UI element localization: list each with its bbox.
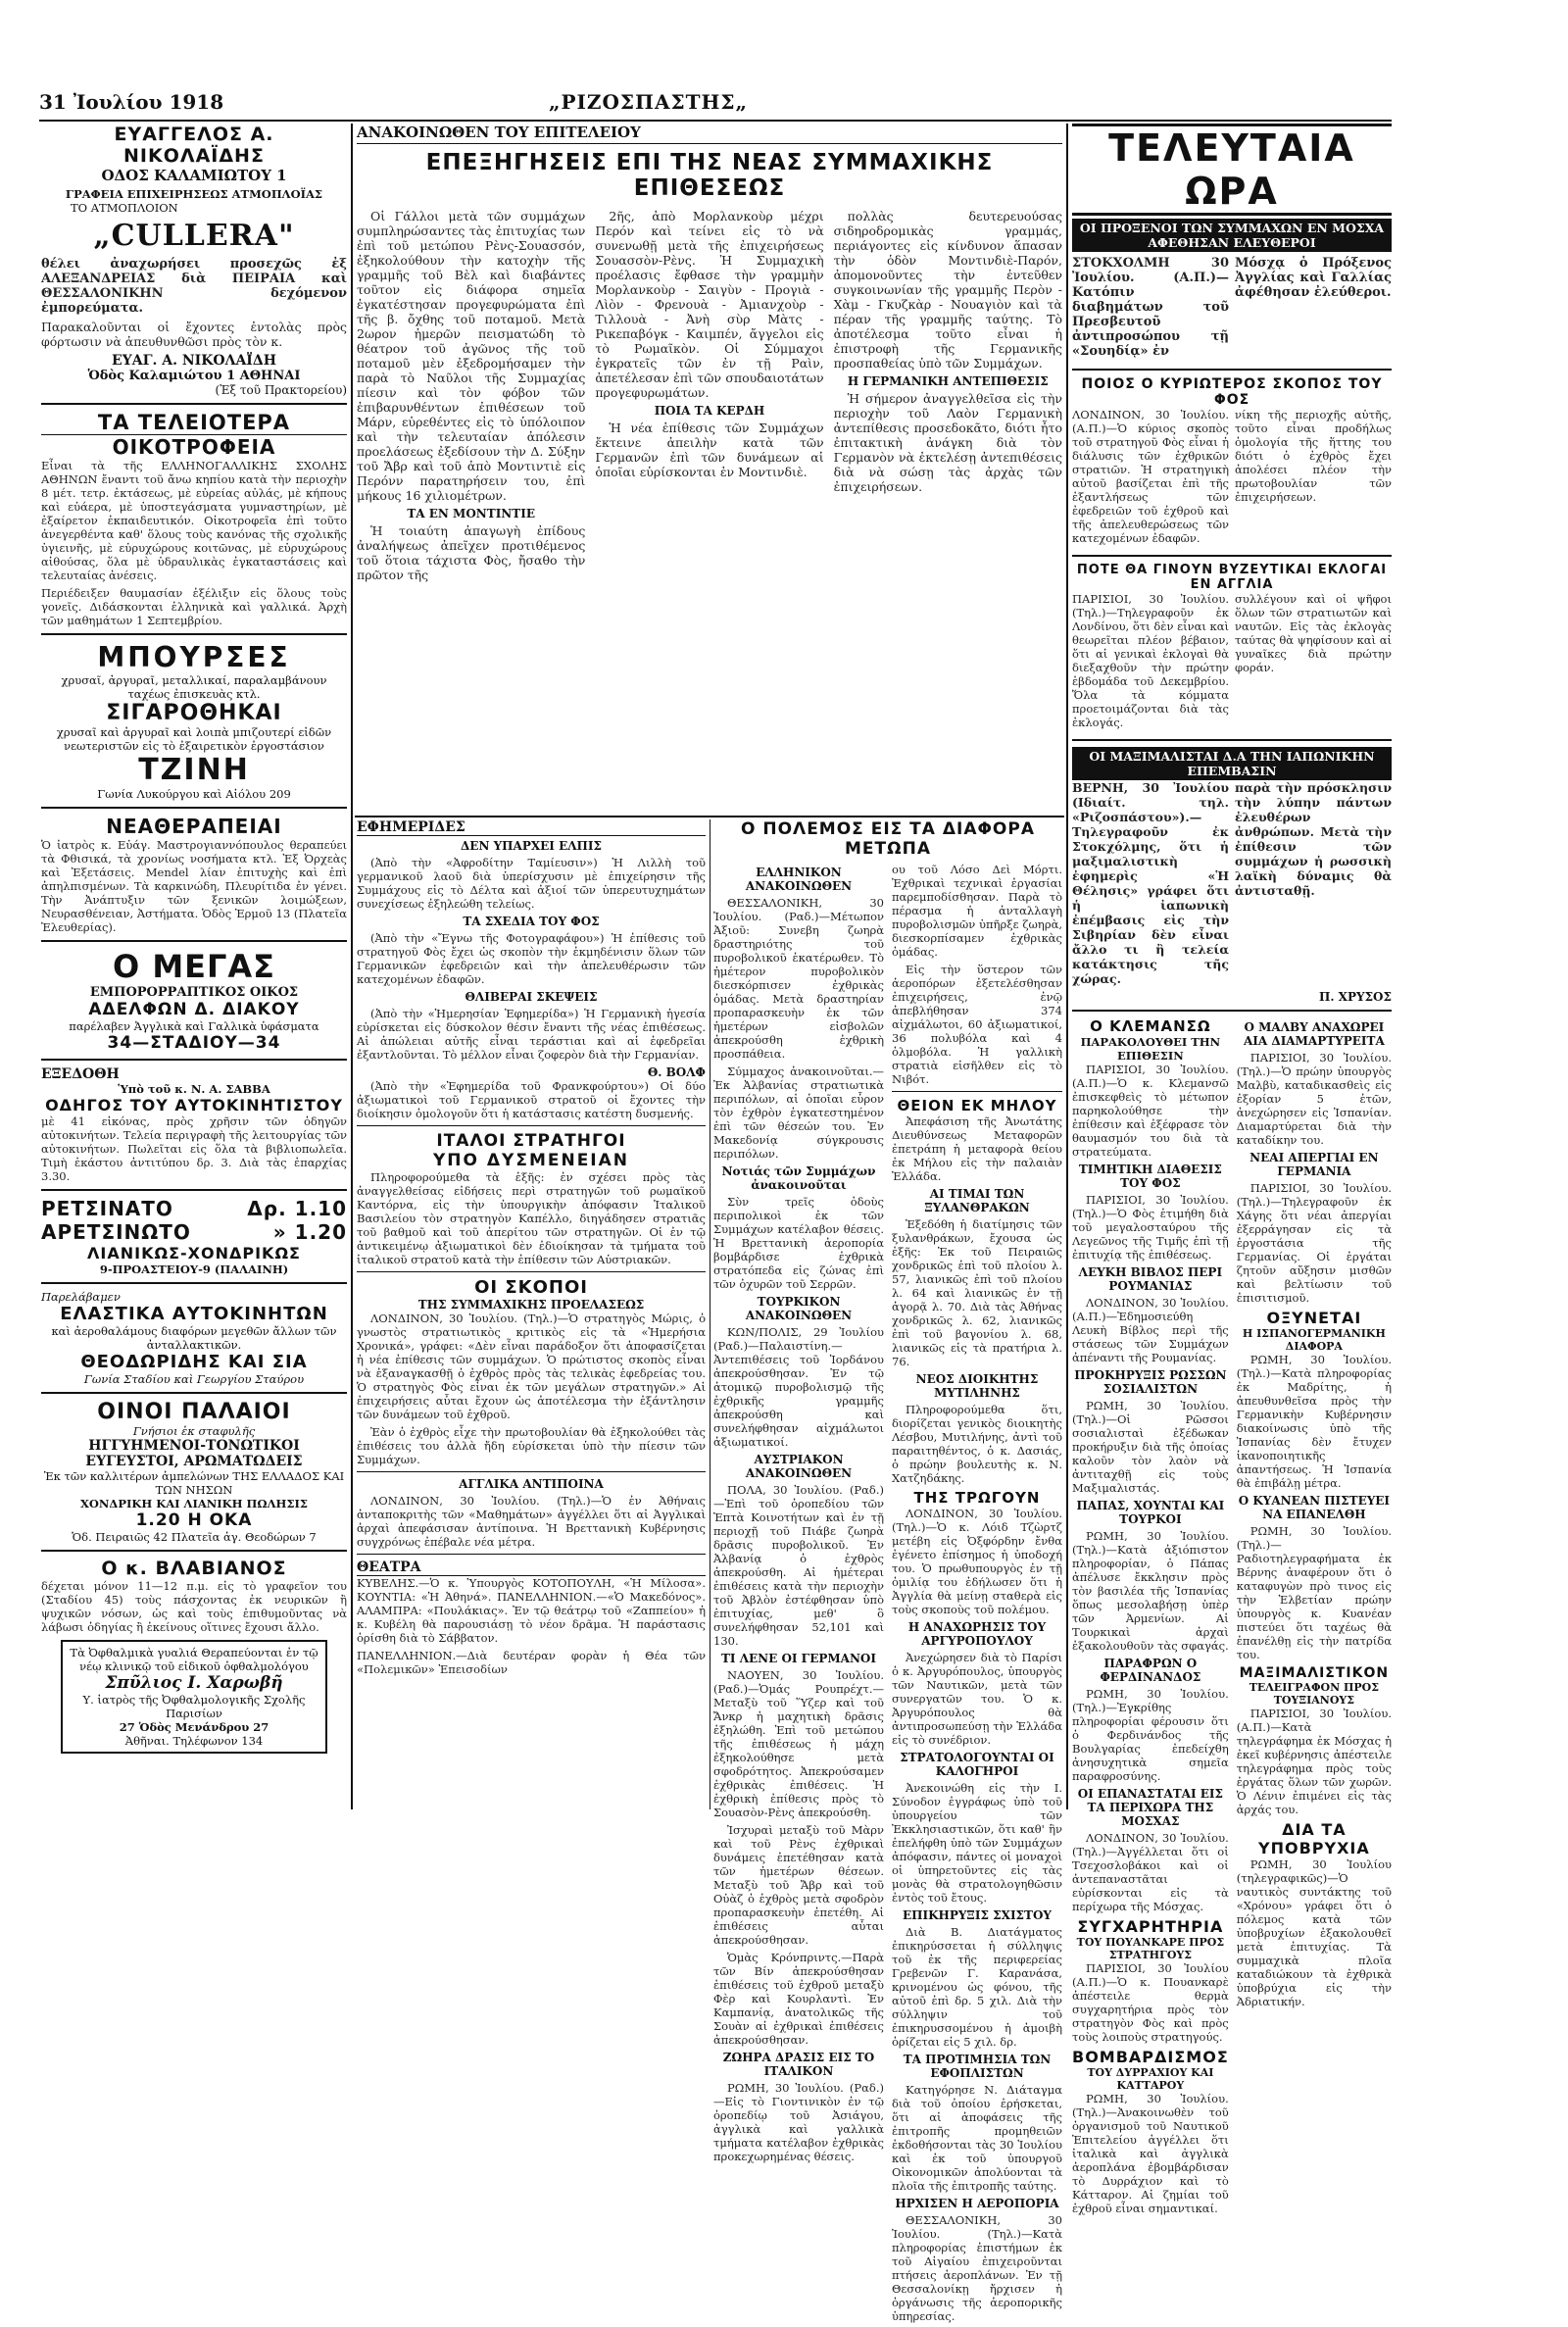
press-p1: (Ἀπὸ τὴν «Ἀφροδίτην Ταμίευσιν») Ἡ Λιλλὴ τοῦ γερμανικοῦ λαοῦ διὰ ὑπερίσχυσιν μὲ ἐπιχείρησιν τῆς Συμμάχους εἰς τὸ Δέλτα καὶ ἀξιοί τῶν ὑπερευτυχημάτων συνεχίσεως ἐξηλεώθη τελείως. bbox=[357, 856, 706, 911]
ad-tailor bbox=[41, 948, 347, 1053]
aims-sub: ΤΗΣ ΣΥΜΜΑΧΙΚΗΣ ΠΡΟΕΛΑΣΕΩΣ bbox=[417, 1298, 645, 1312]
shipowners-title: ΤΑ ΠΡΟΤΙΜΗΣΙΑ ΤΩΝ ΕΦΟΠΛΙΣΤΩΝ bbox=[903, 2053, 1052, 2080]
communique-section bbox=[357, 124, 1062, 815]
congrats-body: ΠΑΡΙΣΙΟΙ, 30 Ἰουλίου (Α.Π.)—Ὁ κ. Πουανκαρὲ ἀπέστειλε θερμὰ συγχαρητήρια πρὸς τὸν στρατηγὸν Φὸς καὶ πρὸς τοὺς λοιποὺς στρατηγούς. bbox=[1072, 1961, 1229, 2044]
congrats-title: ΣΥΓΧΑΡΗΤΗΡΙΑ bbox=[1077, 1917, 1224, 1936]
optic-addr: 27 Ὁδὸς Μενάνδρου 27 bbox=[119, 1720, 270, 1734]
book-author: Ὑπὸ τοῦ κ. Ν. Α. ΣΑΒΒΑ bbox=[118, 1082, 270, 1096]
white-book-body: ΛΟΝΔΙΝΟΝ, 30 Ἰουλίου. (Α.Π.)—Ἐδημοσιεύθη Λευκὴ Βίβλος περὶ τῆς στάσεως τῶν Συμμάχων ἀπέναντι τῆς Ρουμανίας. bbox=[1072, 1296, 1229, 1364]
ad-therapy bbox=[41, 815, 347, 934]
submarines-title: ΔΙΑ ΤΑ ΥΠΟΒΡΥΧΙΑ bbox=[1257, 1820, 1370, 1857]
communique-col1-end: Ἡ τοιαύτη ἀπαγωγὴ ἐπίδους ἀναλήψεως ἀπεῖχεν προτιθέμενος τοῦ ὅτοια τάχιστα Φὸς, ἤσαθο τὴν πρῶτον τῆς bbox=[357, 523, 586, 582]
ad-optic bbox=[61, 1640, 327, 1754]
greek-communique-body2: Σύμμαχος ἀνακοινοῦται.—Ἐκ Ἀλβανίας στρατιωτικὰ περιπόλων, αἱ ὁποῖαι εὗρον τὸν ἐχθρὸν ἐγκατεστημένον ἐπὶ τῶν θέσεών του. Ἐν Μακεδονίᾳ σύγκρουσις περιπόλων. bbox=[713, 1064, 884, 1161]
ad-old-wines bbox=[41, 1400, 347, 1544]
bounty-title: ΕΠΙΚΗΡΥΞΙΣ ΣΧΙΣΤΟΥ bbox=[902, 1908, 1052, 1922]
tzini-title: ΤΖΙΝΗ bbox=[138, 753, 250, 787]
issue-date: 31 Ἰουλίου 1918 bbox=[39, 90, 224, 114]
governor-title: ΝΕΟΣ ΔΙΟΙΚΗΤΗΣ ΜΥΤΙΛΗΝΗΣ bbox=[915, 1372, 1039, 1400]
italian-front-cont: ου τοῦ Λόσο Δεὶ Μόρτι. Ἐχθρικαὶ τεχνικαὶ ἐργασίαι παρεμποδίσθησαν. Παρὰ τὸ πέρασμα ἡ ἀνταλλαγὴ πυροβολισμῶν ὑπῆρξε ζωηρὰ, διεσκορπίσαμεν ἐχθρικὰς ὁμάδας. bbox=[892, 863, 1062, 959]
school-subtitle: ΟΙΚΟΤΡΟΦΕΙΑ bbox=[41, 434, 347, 459]
communique-col2-end: Ἡ νέα ἐπίθεσις τῶν Συμμάχων ἔκτεινε ἀπειλὴν κατὰ τῶν Γερμανῶν ἐπὶ τῶν δυνάμεων αἱ ὁποῖαι εὑρίσκονται ἐν Μοντινδιὲ. bbox=[595, 421, 824, 479]
last-hour-section bbox=[1072, 124, 1392, 2215]
mid-column-a bbox=[357, 819, 706, 1809]
ad-book bbox=[41, 1066, 347, 1183]
monks-title: ΣΤΡΑΤΟΛΟΓΟΥΝΤΑΙ ΟΙ ΚΑΛΟΓΗΡΟΙ bbox=[900, 1751, 1054, 1778]
aims-body: ΛΟΝΔΙΝΟΝ, 30 Ἰουλίου. (Τηλ.)—Ὁ στρατηγὸς Μώρις, ὁ γνωστὸς στρατιωτικὸς κριτικὸς εἰς τὰ «Ἡμερήσια Χρονικά», γράφει: «Δὲν εἶναι παράδοξον ὅτι ἀποφασίζεται ἡ νέα ἐπίθεσις τῶν συμμάχων. Ὁ πρώτιστος σκοπὸς εἶναι νὰ ἐξαναγκασθῇ ὁ ἐχθρὸς πρὸς τὰς τελικὰς ἐφεδρείας του. Ὁ στρατηγὸς Φὸς εἶναι ἐκ τῶν μεγάλων στρατηγῶν.» Αἱ ἐπιχειρήσεις αὗται ἔχουν ὡς ἀποτέλεσμα τὴν ἐξάντλησιν τῶν δυνάμεων τοῦ ἐχθροῦ. bbox=[357, 1312, 706, 1421]
communique-headline: ΕΠΕΞΗΓΗΣΕΙΣ ΕΠΙ ΤΗΣ ΝΕΑΣ ΣΥΜΜΑΧΙΚΗΣ ΕΠΙΘΕΣΕΩΣ bbox=[425, 150, 994, 201]
ad1-body2: Παρακαλοῦνται οἱ ἔχοντες ἐντολὰς πρὸς φόρτωσιν νὰ ἀπευθυνθῶσι πρὸς τὸν κ. bbox=[41, 320, 347, 349]
austrian-communique-title: ΑΥΣΤΡΙΑΚΟΝ ΑΝΑΚΟΙΝΩΘΕΝ bbox=[745, 1453, 853, 1480]
communique-col-3 bbox=[834, 209, 1062, 586]
tires-title: ΕΛΑΣΤΙΚΑ ΑΥΤΟΚΙΝΗΤΩΝ bbox=[60, 1304, 328, 1324]
maximalists-title: ΟΙ ΜΑΞΙΜΑΛΙΣΤΑΙ Δ.Α ΤΗΝ ΙΑΠΩΝΙΚΗΝ ΕΠΕΜΒΑΣΙΝ bbox=[1072, 747, 1392, 780]
ad-purses bbox=[41, 641, 347, 801]
wines-line4: ΧΟΝΔΡΙΚΗ ΚΑΙ ΛΙΑΝΙΚΗ ΠΩΛΗΣΙΣ bbox=[79, 1497, 309, 1510]
optic-intro: Τὰ Ὀφθαλμικὰ γυαλιά Θεραπεύονται ἐν τῷ νέῳ κλινικῷ τοῦ εἰδικοῦ ὀφθαλμολόγου bbox=[70, 1646, 318, 1673]
ferdinand-body: ΡΩΜΗ, 30 Ἰουλίου. (Τηλ.)—Ἐγκρίθης πληροφορίαι φέρουσιν ὅτι ὁ Φερδινάνδος τῆς Βουλγαρίας ἐπεδείχθη ἀνησυχητικὰ σημεῖα παραφροσύνης. bbox=[1072, 1687, 1229, 1783]
maximalists-signature: Π. ΧΡΥΣΟΣ bbox=[1318, 990, 1392, 1004]
ad1-body: θέλει ἀναχωρήσει προσεχῶς ἐξ ΑΛΕΞΑΝΔΡΕΙΑΣ διὰ ΠΕΙΡΑΙΑ καὶ ΘΕΣΣΑΛΟΝΙΚΗΝ δεχόμενον ἐμπορεύματα. bbox=[41, 257, 347, 316]
wines-title: ΟΙΝΟΙ ΠΑΛΑΙΟΙ bbox=[97, 1400, 291, 1424]
school-body2: Περιέδειξεν θαυμασίαν ἐξέλιξιν εἰς ὅλους τοὺς γονεῖς. Διδάσκονται ἑλληνικὰ καὶ γαλλικά. Ἀρχὴ τῶν μαθημάτων 1 Σεπτεμβρίου. bbox=[41, 586, 347, 627]
monks-body: Ἀνεκοινώθη εἰς τὴν Ι. Σύνοδον ἐγγράφως ὑπὸ τοῦ ὑπουργείου τῶν Ἐκκλησιαστικῶν, ὅτι καθ' ἣν ἐπελήφθη ὑπὸ τῶν Συμμάχων ἀπόφασιν, πάντες οἱ μοναχοὶ οἱ ὑπηρετοῦντες εἰς τὰς μονὰς θὰ στρατολογηθῶσιν ἐντὸς τοῦ ἔτους. bbox=[892, 1781, 1062, 1905]
german-communique-body3: Ὁμὰς Κρόνπριντς.—Παρὰ τῶν Βίν ἀπεκρούσθησαν ἐπιθέσεις τοῦ ἐχθροῦ μεταξὺ Φὲρ καὶ Κουρλαντὶ. Ἐν Καμπανίᾳ, ἀνατολικῶς τῆς Σουὰν αἱ ἐχθρικαὶ ἐπιθέσεις ἀπεκρούσθησαν. bbox=[713, 1951, 884, 2047]
press-h2: ΤΑ ΣΧΕΔΙΑ ΤΟΥ ΦΟΣ bbox=[463, 915, 600, 928]
trwgoun-body: ΛΟΝΔΙΝΟΝ, 30 Ἰουλίου. (Τηλ.)—Ὁ κ. Λόιδ Τζὼρτζ μετέβη εἰς Ὀξφόρδην ἔνθα ἐγένετο ἐπίσημος ἡ ὑποδοχή του. Ὁ πρωθυπουργὸς ἐν τῇ ὁμιλίᾳ του ἐδήλωσεν ὅτι ἡ Ἀγγλία θὰ μείνῃ σταθερὰ εἰς τοὺς σκοποὺς τοῦ πολέμου. bbox=[892, 1507, 1062, 1616]
shipowners-body: Κατηγόρησε Ν. Διάταγμα διὰ τοῦ ὁποίου ἐρήσκεται, ὅτι αἱ ἀποφάσεις τῆς ἐπιτροπῆς προμηθειῶν ἐκδοθήσονται τὰς 30 Ἰουλίου καὶ ἐκ τοῦ ὑπουργοῦ Οἰκονομικῶν ἀπολύονται τὰ πλοῖα τῆς ἐπιτροπῆς ταύτης. bbox=[892, 2083, 1062, 2193]
ad1-street: ΟΔΟΣ ΚΑΛΑΜΙΩΤΟΥ 1 bbox=[101, 167, 287, 184]
moscow-rebels-body: ΛΟΝΔΙΝΟΝ, 30 Ἰουλίου. (Τηλ.)—Ἀγγέλλεται ὅτι οἱ Τσεχοσλοβάκοι καὶ οἱ ἀντεπαναστᾶται εὑρίσκονται εἰς τὰ περίχωρα τῆς Μόσχας. bbox=[1072, 1831, 1229, 1913]
aims-title: ΟΙ ΣΚΟΠΟΙ bbox=[474, 1277, 588, 1298]
tires-body: καὶ ἀεροθαλάμους διαφόρων μεγεθῶν ἄλλων τῶν ἀνταλλακτικῶν. bbox=[51, 1324, 337, 1352]
communique-col3-sub: Η ΓΕΡΜΑΝΙΚΗ ΑΝΤΕΠΙΘΕΣΙΣ bbox=[847, 374, 1049, 388]
school-title: ΤΑ ΤΕΛΕΙΟΤΕΡΑ bbox=[97, 411, 291, 434]
wines-addr: Ὁδ. Πειραιῶς 42 Πλατεῖα ἁγ. Θεοδώρων 7 bbox=[72, 1530, 317, 1544]
cigcases-body: χρυσαῖ καὶ ἀργυραῖ καὶ λοιπὰ μπιζουτερί εἰδῶν νεωτεριστῶν εἰς τὸ ἐξαιρετικὸν ἐργοστάσιον bbox=[56, 725, 332, 753]
tires-addr: Γωνία Σταδίου καὶ Γεωργίου Σταύρου bbox=[83, 1372, 305, 1386]
communique-label: ΑΝΑΚΟΙΝΩΘΕΝ ΤΟΥ ΕΠΙΤΕΛΕΙΟΥ bbox=[357, 124, 1062, 144]
stockholm-dispatch: ΣΤΟΚΧΟΛΜΗ 30 Ἰουλίου. (Α.Π.)—Κατόπιν διαβημάτων τοῦ Πρεσβευτοῦ ἀντιπροσώπου τῇ «Σουηδίᾳ» ἐν bbox=[1072, 256, 1229, 359]
communique-col-2 bbox=[595, 209, 823, 586]
optic-name: Σπῦλιος Ι. Χαρωβῆ bbox=[105, 1673, 283, 1693]
maximalist-telegram-sub: ΤΕΛΕΙΓΡΑΦΟΝ ΠΡΟΣ ΤΟΥΞΙΑΝΟΥΣ bbox=[1249, 1681, 1380, 1707]
aims-body2: Ἐὰν ὁ ἐχθρὸς εἶχε τὴν πρωτοβουλίαν θὰ ἐξηκολούθει τὰς ἐπιθέσεις του ἀλλὰ ἤδη εὑρίσκεται ὑπὸ τὴν πίεσιν τῶν Συμμάχων. bbox=[357, 1425, 706, 1466]
dispute-body: ΡΩΜΗ, 30 Ἰουλίου. (Τηλ.)—Κατὰ πληροφορίας ἐκ Μαδρίτης, ἡ ἀπευθυνθεῖσα πρὸς τὴν Γερμανικὴν Κυβέρνησιν διακοίνωσις ὑπὸ τῆς Ἰσπανίας δὲν ἔτυχεν ἱκανοποιητικῆς ἀπαντήσεως. Ἡ Ἰσπανία θὰ ἐπιβάλῃ μέτρα. bbox=[1236, 1353, 1392, 1490]
war-fronts-col-2 bbox=[892, 863, 1062, 2327]
theatres-body: ΚΥΒΕΛΗΣ.—Ὁ κ. Ὑπουργὸς ΚΟΤΟΠΟΥΛΗ, «Ἡ Μίλοσα». ΚΟΥΝΤΙΑ: «Ἡ Ἀθηνά». ΠΑΝΕΛΛΗΝΙΟΝ.—«Ὁ Μακεδόνος». ΑΛΑΜΠΡΑ: «Πουλάκιας». Ἐν τῷ θεάτρῳ τοῦ «Ζαππείου» ἡ κ. Κυβέλη θὰ παρουσιάσῃ τὸ νέον δρᾶμα. Ἡ παράστασις ὁρίσθη διὰ τὸ Σάββατον. bbox=[357, 1576, 706, 1645]
charcoal-body: Ἐξεδόθη ἡ διατίμησις τῶν ξυλανθράκων, ἔχουσα ὡς ἑξῆς: Ἐκ τοῦ Πειραιῶς χονδρικῶς ἐπὶ τοῦ πλοίου λ. 57, λιανικῶς ἐπὶ τοῦ πλοίου λ. 64 καὶ λιανικῶς ἐν τῇ ἀγορᾷ λ. 70. Διὰ τὰς Ἀθήνας χονδρικῶς λ. 62, λιανικῶς ἐπὶ τοῦ βαγονίου λ. 68, λιανικῶς εἰς τὰ πρατήρια λ. 76. bbox=[892, 1217, 1062, 1368]
ad-doctor bbox=[41, 1558, 347, 1634]
italian-generals-body: Πληροφορούμεθα τὰ ἑξῆς: ἐν σχέσει πρὸς τὰς ἀναγγελθείσας εἰδήσεις περὶ στρατηγῶν τοῦ ρωμαϊκοῦ Καντόρνα, εἰς τὴν ὑπουργικὴν ἀπόφασιν Ἰταλικοῦ Βασιλείου τὸν στρατηγὸν Καπέλλο, διηγάδησεν στρατιᾶς τοῦ βαθμοῦ καὶ τοῦ ἀπερίτου τῶν στρατηγῶν. Οἱ ἐν τῷ ἀντικειμένῳ ἀξιωματικοὶ δὲν ἐδιοίκησαν τὰ τμήματα τοῦ ἰταλικοῦ στρατοῦ κατὰ τὴν ἐπίθεσιν τῶν Αὐστριακῶν. bbox=[357, 1170, 706, 1266]
italian-generals-title: ΙΤΑΛΟΙ ΣΤΡΑΤΗΓΟΙ bbox=[436, 1131, 626, 1151]
german-communique-body: ΝΑΟΥΕΝ, 30 Ἰουλίου. (Ραδ.)—Ὁμάς Ρουπρέχτ.—Μεταξὺ τοῦ Ὕζερ καὶ τοῦ Ἄνκρ ἡ μαχητικὴ δρᾶσις ἐξηλώθη. Ἐπὶ τοῦ μετώπου τῆς ἐπιθέσεως ἡ μάχη ἐξηκολούθησε μετὰ σφοδρότητος. Ἀπεκρούσαμεν ἐχθρικὰς ἐπιθέσεις. Ἡ ἐχθρικὴ ἐπίθεσις πρὸς τὸ Σουασὸν-Ρὲνς ἀπεκρούσθη. bbox=[713, 1668, 884, 1819]
foch-aim-body2: νίκη τῆς περιοχῆς αὐτῆς, τοῦτο εἶναι προδήλως ὁμολογία τῆς ἥττης του διότι ὁ ἐχθρὸς ἔχει ἀπολέσει πλέον τὴν πρωτοβουλίαν τῶν ἐπιχειρήσεων. bbox=[1235, 408, 1392, 504]
book-body: μὲ 41 εἰκόνας, πρὸς χρῆσιν τῶν ὁδηγῶν αὐτοκινήτων. Τελεία περιγραφὴ τῆς λειτουργίας τῶν αὐτοκινήτων. Πωλεῖται εἰς ὅλα τὰ βιβλιοπωλεῖα. Τιμὴ ἑκάστου ἀντιτύπου δρ. 3. Διὰ τὰς ἐπαρχίας 3.30. bbox=[41, 1114, 347, 1183]
italian-front-body: ΡΩΜΗ, 30 Ἰουλίου. (Ραδ.)—Εἰς τὸ Γιοντινικὸν ἐν τῷ ὀροπεδίῳ τοῦ Ἀσιάγου, ἀγγλικὰ καὶ γαλλικὰ τμήματα κατέλαβον ἐχθρικὰς προκεχωρημένας θέσεις. bbox=[713, 2081, 884, 2163]
ferdinand-title: ΠΑΡΑΦΡΩΝ Ο ΦΕΡΔΙΝΑΝΔΟΣ bbox=[1100, 1657, 1201, 1684]
turkish-communique-body: ΚΩΝ/ΠΟΛΙΣ, 29 Ἰουλίου (Ραδ.)—Παλαιστίνη.—Ἀντεπιθέσεις τοῦ Ἰορδάνου ἀπεκρούσθησαν. Ἐν τῷ ἀτομικῷ πυροβολισμῷ τῆς ἐχθρικῆς γραμμῆς ἀπεκρούσθη καὶ συνελήφθησαν αἰχμάλωτοι ἀξιωματικοί. bbox=[713, 1325, 884, 1449]
ad-school bbox=[41, 411, 347, 627]
german-communique-title: ΤΙ ΛΕΝΕ ΟΙ ΓΕΡΜΑΝΟΙ bbox=[720, 1652, 877, 1665]
submarines-body: ΡΩΜΗ, 30 Ἰουλίου (τηλεγραφικῶς)—Ὁ ναυτικὸς συντάκτης τοῦ «Χρόνου» γράφει ὅτι ὁ πόλεμος κατὰ τῶν ὑποβρυχίων ἐξακολουθεῖ μετὰ ἐπιτυχίας. Τὰ συμμαχικὰ πλοῖα καταδιώκουν τὰ ἐχθρικὰ ὑποβρύχια εἰς τὴν Ἀδριατικήν. bbox=[1236, 1857, 1392, 2008]
bombing-body: ΡΩΜΗ, 30 Ἰουλίου. (Τηλ.)—Ἀνακοινωθὲν τοῦ ὀργανισμοῦ τοῦ Ναυτικοῦ Ἐπιτελείου ἀγγέλλει ὅτι ἰταλικὰ καὶ ἀγγλικὰ ἀεροπλάνα ἐβομβάρδισαν τὸ Δυρράχιον καὶ τὸ Κάτταρον. Αἱ ζημίαι τοῦ ἐχθροῦ εἶναι σημαντικαί. bbox=[1072, 2092, 1229, 2215]
italian-front-title: ΖΩΗΡΑ ΔΡΑΣΙΣ ΕΙΣ ΤΟ ΙΤΑΛΙΚΟΝ bbox=[722, 2051, 875, 2078]
communique-col2-text: 2ῆς, ἀπὸ Μορλανκοὺρ μέχρι Περόν καὶ τείνει εἰς τὸ νὰ συνενωθῇ μετὰ τῆς ἐπιχειρήσεως Σουασσὸν-Ρὲνς. Ἡ Συμμαχικὴ προέλασις ἔφθασε τὴν γραμμὴν Μορλανκοὺρ - Σαιγὺν - Προγιὰ - Λὶὸν - Φρενουὰ - Ἀμιανχοὺρ - Τιλλουὰ - Ἀνὴ σὺρ Μὰτς - Ρικεπαβόγκ - Καιμπέν, ἄγγελοι εἰς τὸ Ρωμαῖκὸν. Οἱ Σύμμαχοι ἐγκρατεῖς τῶν ἐν τῇ Ραὶν, ἀπετέλεσαν ἐπὶ τῶν σπουδαιοτάτων προγεφυρωμάτων. bbox=[595, 209, 824, 400]
retail-addr: 9-ΠΡΟΑΣΤΕΙΟΥ-9 (ΠΑΛΑΙΝΗ) bbox=[99, 1263, 289, 1276]
pope-title: ΠΑΠΑΣ, ΧΟΥΝΤΑΙ ΚΑΙ ΤΟΥΡΚΟΙ bbox=[1076, 1499, 1225, 1526]
proclamation-body: ΡΩΜΗ, 30 Ἰουλίου. (Τηλ.)—Οἱ Ρῶσσοι σοσιαλισταὶ ἐξέδωκαν προκήρυξιν διὰ τῆς ὁποίας καλοῦν τὸν λαὸν νὰ ἀντιταχθῇ εἰς τοὺς Μαξιμαλιστάς. bbox=[1072, 1399, 1229, 1495]
governor-body: Πληροφορούμεθα ὅτι, διορίζεται γενικὸς διοικητὴς Λέσβου, Μυτιλήνης, ἀντὶ τοῦ παραιτηθέντος, ὁ κ. Δασιάς, ὁ πρώην βουλευτὴς κ. Ν. Χατζηδάκης. bbox=[892, 1403, 1062, 1485]
aretsinoto-label: ΑΡΕΤΣΙΝΩΤΟ bbox=[41, 1220, 191, 1244]
theatres-extra: ΠΑΝΕΛΛΗΝΙΟΝ.—Διὰ δευτέραν φορὰν ἡ Θέα τῶν «Πολεμικῶν» Ἐπεισοδίων bbox=[357, 1649, 706, 1676]
malvy-title: Ο ΜΑΛΒΥ ΑΝΑΧΩΡΕΙ ΑΙΑ ΔΙΑΜΑΡΤΥΡΕΙΤΑ bbox=[1243, 1020, 1385, 1048]
departure-title: Η ΑΝΑΧΩΡΗΣΙΣ ΤΟΥ ΑΡΓΥΡΟΠΟΥΛΟΥ bbox=[907, 1620, 1047, 1648]
tailor-body: παρέλαβεν Ἀγγλικὰ καὶ Γαλλικὰ ὑφάσματα bbox=[69, 1019, 319, 1033]
austrian-communique-body: ΠΟΛΑ, 30 Ἰουλίου. (Ραδ.)—Ἐπὶ τοῦ ὀροπεδίου τῶν Ἑπτὰ Κοινοτήτων καὶ ἐν τῇ περιοχῇ τοῦ Πιάβε ζωηρὰ δρᾶσις πυροβολικοῦ. Ἐν Ἀλβανίᾳ ὁ ἐχθρὸς ἀπεκρούσθη. Αἱ ἡμέτεραι ἐπιθέσεις κατὰ τὴν περιοχὴν τοῦ Ἀβλὸν ἐστέφθησαν ὑπὸ ἐπιτυχίας, μεθ' ὃ συνελήφθησαν 52,101 καὶ 130. bbox=[713, 1483, 884, 1648]
foch-honor-title: ΤΙΜΗΤΙΚΗ ΔΙΑΘΕΣΙΣ ΤΟΥ ΦΟΣ bbox=[1078, 1163, 1222, 1190]
turkish-communique-title: ΤΟΥΡΚΙΚΟΝ ΑΝΑΚΟΙΝΩΘΕΝ bbox=[745, 1295, 853, 1322]
war-fronts-title: Ο ΠΟΛΕΜΟΣ ΕΙΣ ΤΑ ΔΙΑΦΟΡΑ ΜΕΤΩΠΑ bbox=[740, 819, 1036, 859]
italian-generals-sub: ΥΠΟ ΔΥΣΜΕΝΕΙΑΝ bbox=[432, 1151, 630, 1170]
sulphur-title: ΘΕΙΟΝ ΕΚ ΜΗΛΟΥ bbox=[897, 1097, 1057, 1114]
german-communique-body2: Ἰσχυραὶ μεταξὺ τοῦ Μὰρν καὶ τοῦ Ρὲνς ἐχθρικαὶ δυνάμεις ἐπετέθησαν κατὰ τῶν ἡμετέρων θέσεων. Μεταξὺ τοῦ Ἄβρ καὶ τοῦ Οὐὰζ ὁ ἐχθρὸς μετὰ σφοδρὸν προπαρασκευὴν ἐπετέθη. Αἱ ἐπιθέσεις αὗται ἀπεκρούσθησαν. bbox=[713, 1823, 884, 1947]
pope-body: ΡΩΜΗ, 30 Ἰουλίου. (Τηλ.)—Κατὰ ἀξιόπιστον πληροφορίαν, ὁ Πάπας ἀπέλυσε ἔκκλησιν πρὸς τὸν βασιλέα τῆς Ἰσπανίας ὅπως μεσολαβήσῃ ὑπὲρ τῶν Ἀρμενίων. Αἱ Τουρκικαὶ ἀρχαὶ ἐξακολουθοῦν τὰς σφαγάς. bbox=[1072, 1529, 1229, 1653]
therapy-body: Ὁ ἰατρὸς κ. Εὐάγ. Μαστρογιαννόπουλος θεραπεύει τὰ Φθισικά, τὰ χρονίως νοσήματα κτλ. Ἐξ Ὀρχεὰς καὶ Ἐξετάσεις. Mendel λίαν ἐπιτυχὴς καὶ ἐπὶ ἀπηλπισμένων. Τὰ καρκινώδη, Πλευρίτιδα ἐν γένει. Τὴν Ἀνάπτυξιν τῶν ξενικῶν λοιμώξεων, Νευρασθένειαν, Ἀστήματα. Ὁδὸς Ἐρμοῦ 13 (Πλατεῖα Ἐλευθερίας). bbox=[41, 838, 347, 934]
wines-line3: Ἐκ τῶν καλλιτέρων ἀμπελώνων ΤΗΣ ΕΛΛΑΔΟΣ ΚΑΙ ΤΩΝ ΝΗΣΩΝ bbox=[43, 1469, 345, 1497]
tailor-sub: ΕΜΠΟΡΟΡΡΑΠΤΙΚΟΣ ΟΙΚΟΣ bbox=[89, 985, 299, 1000]
stockholm-dispatch-end: Μόσχᾳ ὁ Πρόξενος Ἀγγλίας καὶ Γαλλίας ἀφέθησαν ἐλεύθεροι. bbox=[1235, 256, 1392, 300]
ad1-ship-label: ΤΟ ΑΤΜΟΠΛΟΙΟΝ bbox=[71, 201, 178, 215]
ad-tires bbox=[41, 1290, 347, 1386]
strikes-body: ΠΑΡΙΣΙΟΙ, 30 Ἰουλίου. (Τηλ.)—Τηλεγραφοῦν ἐκ Χάγης ὅτι νέαι ἀπεργίαι ἐξερράγησαν εἰς τὰ ἐργοστάσια τῆς Γερμανίας. Οἱ ἐργάται ζητοῦν αὔξησιν μισθῶν καὶ βελτίωσιν τοῦ ἐπισιτισμοῦ. bbox=[1236, 1181, 1392, 1305]
last-hour-banner: ΤΕΛΕΥΤΑΙΑ ΩΡΑ bbox=[1072, 124, 1392, 216]
sulphur-body: Ἀπεφάσιση τῆς Ἀνωτάτης Διευθύνσεως Μεταφορῶν ἐπετράπη ἡ μεταφορὰ θείου ἐκ Μήλου εἰς τὴν παλαιὰν Ἑλλάδα. bbox=[892, 1114, 1062, 1183]
trwgoun-title: ΤΗΣ ΤΡΩΓΟΥΝ bbox=[913, 1489, 1041, 1507]
return-body: ΡΩΜΗ, 30 Ἰουλίου. (Τηλ.)—Ραδιοτηλεγραφήματα ἐκ Βέρνης ἀναφέρουν ὅτι ὁ καταφυγὼν πρὸ τινος εἰς τὴν Ἑλβετίαν πρώην ὑπουργὸς κ. Κυανέαν πιστεύει ὅτι ταχέως θὰ ἐπανέλθῃ εἰς τὴν πατρίδα του. bbox=[1236, 1524, 1392, 1661]
communique-col2-sub: ΠΟΙΑ ΤΑ ΚΕΡΔΗ bbox=[654, 404, 765, 418]
purses-title: ΜΠΟΥΡΣΕΣ bbox=[97, 641, 291, 673]
bounty-body: Διὰ Β. Διατάγματος ἐπικηρύσσεται ἡ σύλληψις τοῦ ἐκ τῆς περιφερείας Γρεβενῶν Γ. Καρανάσα, κρινομένου ὡς φόνου, τῆς αὐτοῦ ἐπὶ δρ. 5 χιλ. Διὰ τὴν σύλληψιν τοῦ ἐπικηρυσσομένου ἡ ἀμοιβὴ ὁρίζεται εἰς 5 χιλ. δρ. bbox=[892, 1925, 1062, 2049]
optic-phone: Ἀθῆναι. Τηλέφωνον 134 bbox=[124, 1734, 264, 1748]
theatres-title: ΘΕΑΤΡΑ bbox=[357, 1560, 706, 1576]
optic-note: Υ. ἰατρὸς τῆς Ὀφθαλμολογικῆς Σχολῆς Παρισίων bbox=[82, 1693, 306, 1720]
cigcases-title: ΣΙΓΑΡΟΘΗΚΑΙ bbox=[106, 701, 282, 725]
last-hour-col-2 bbox=[1237, 1017, 1392, 2219]
white-book-title: ΛΕΥΚΗ ΒΙΒΛΟΣ ΠΕΡΙ ΡΟΥΜΑΝΙΑΣ bbox=[1078, 1265, 1223, 1293]
communique-col1-sub: ΤΑ ΕΝ ΜΟΝΤΙΝΤΙΕ bbox=[407, 507, 535, 520]
tailor-title: Ο ΜΕΓΑΣ bbox=[112, 948, 276, 985]
book-title: ΟΔΗΓΟΣ ΤΟΥ ΑΥΤΟΚΙΝΗΤΙΣΤΟΥ bbox=[45, 1096, 343, 1114]
aviation-title: ΗΡΧΙΣΕΝ Η ΑΕΡΟΠΟΡΙΑ bbox=[895, 2197, 1059, 2210]
last-hour-sub: ΟΙ ΠΡΟΞΕΝΟΙ ΤΩΝ ΣΥΜΜΑΧΩΝ ΕΝ ΜΟΣΧΑ ΑΦΕΘΗΣΑΝ ΕΛΕΥΘΕΡΟΙ bbox=[1072, 219, 1392, 252]
ad1-agent-note: (Ἐξ τοῦ Πρακτορείου) bbox=[215, 383, 347, 397]
tzini-addr: Γωνία Λυκούργου καὶ Αἰόλου 209 bbox=[97, 787, 291, 801]
italian-front-cont2: Εἰς τὴν ὕστερον τῶν ἀεροπόρων ἐξετελέσθησαν ἐπιχειρήσεις, ἐνῷ ἀπεβλήθησαν 374 αἰχμάλωτοι, 60 ἀξιωματικοί, 36 πολυβόλα καὶ 4 ὁλμοβόλα. Ἡ γαλλικὴ στρατιὰ εἰσῆλθεν εἰς τὸ Νιβότ. bbox=[892, 963, 1062, 1086]
greek-communique-body3: Σὺν τρεῖς ὁδοὺς περιπολικοὶ ἐκ τῶν Συμμάχων κατέλαβον θέσεις. Ἡ Βρεττανικὴ ἀεροπορία βομβάρδισε ἐχθρικὰ στρατόπεδα εἰς ζώνας ἐπὶ τῶν ὀχυρῶν τοῦ Σερρῶν. bbox=[713, 1195, 884, 1291]
reprisals-body: ΛΟΝΔΙΝΟΝ, 30 Ἰουλίου. (Τηλ.)—Ὁ ἐν Ἀθήναις ἀνταποκριτὴς τῶν «Μαθημάτων» ἀγγέλλει ὅτι αἱ Ἀγγλικαὶ ἀρχαὶ ἀπεφάσισαν ἀντίποινα. Ἡ Βρεττανικὴ Κυβέρνησις συγχρόνως ἐπέβαλε νέα μέτρα. bbox=[357, 1494, 706, 1549]
moscow-rebels-title: ΟΙ ΕΠΑΝΑΣΤΑΤΑΙ ΕΙΣ ΤΑ ΠΕΡΙΧΩΡΑ ΤΗΣ ΜΟΣΧΑΣ bbox=[1077, 1787, 1224, 1828]
malvy-body: ΠΑΡΙΣΙΟΙ, 30 Ἰουλίου. (Τηλ.)—Ὁ πρώην ὑπουργὸς Μαλβὺ, καταδικασθεὶς εἰς ἐξορίαν 5 ἐτῶν, ἀνεχώρησεν εἰς Ἰσπανίαν. Διαμαρτύρεται διὰ τὴν καταδίκην του. bbox=[1236, 1051, 1392, 1147]
ad1-name: ΕΥΑΓΓΕΛΟΣ Α. ΝΙΚΟΛΑΪΔΗΣ bbox=[114, 124, 274, 167]
maximalist-telegram-body: ΠΑΡΙΣΙΟΙ, 30 Ἰουλίου. (Α.Π.)—Κατὰ τηλεγράφημα ἐκ Μόσχας ἡ ἐκεῖ κυβέρνησις ἀπέστειλε τηλεγράφημα πρὸς τοὺς ἐργάτας ὅλων τῶν χωρῶν. Ὁ Λένιν ἐπιμένει εἰς τὰς ἀρχάς του. bbox=[1236, 1707, 1392, 1816]
clemenceau-title: Ο ΚΛΕΜΑΝΣΩ bbox=[1090, 1017, 1211, 1035]
press-p4: (Ἀπὸ τὴν «Ἐφημερίδα τοῦ Φρανκφούρτου») Οἱ δύο ἀξιωματικοὶ τοῦ Γερμανικοῦ στρατοῦ οἱ ἔχοντες τὴν διοίκησιν ὁμολογοῦν ὅτι ἡ κατάστασις κατέστη δυσμενής. bbox=[357, 1079, 706, 1120]
return-title: Ο ΚΥΑΝΕΑΝ ΠΙΣΤΕΥΕΙ ΝΑ ΕΠΑΝΕΛΘΗ bbox=[1238, 1494, 1391, 1521]
maximalists-body2: παρὰ τὴν πρόσκλησιν τὴν λύπην πάντων ἐλευθέρων ἀνθρώπων. Μετὰ τὴν ἐπίθεσιν τῶν συμμάχων ἡ ρωσσικὴ λαϊκὴ δύναμις θὰ ἀντισταθῇ. bbox=[1235, 780, 1392, 898]
clemenceau-body: ΠΑΡΙΣΙΟΙ, 30 Ἰουλίου. (Α.Π.)—Ὁ κ. Κλεμανσῶ ἐπισκεφθεὶς τὸ μέτωπον παρηκολούθησε τὴν ἐπίθεσιν καὶ ἐξέφρασε τὸν θαυμασμόν του διὰ τὰ στρατεύματα. bbox=[1072, 1063, 1229, 1159]
greek-communique-sub: Νοτιάς τῶν Συμμάχων ἀνακοινοῦται bbox=[721, 1164, 876, 1192]
greek-communique-title: ΕΛΛΗΝΙΚΟΝ ΑΝΑΚΟΙΝΩΘΕΝ bbox=[745, 866, 853, 893]
war-fronts-section bbox=[713, 819, 1062, 2323]
ad1-agent-addr: Ὁδὸς Καλαμιώτου 1 ΑΘΗΝΑΙ bbox=[87, 369, 301, 383]
elections-body: ΠΑΡΙΣΙΟΙ, 30 Ἰουλίου. (Τηλ.)—Τηλεγραφοῦν ἐκ Λονδίνου, ὅτι δὲν εἶναι καὶ θεωρεῖται πλέον βέβαιον, ὅτι αἱ γενικαὶ ἐκλογαὶ θὰ διεξαχθοῦν τὴν πρώτην ἑβδομάδα τοῦ Δεκεμβρίου. Ὅλα τὰ κόμματα προετοιμάζονται διὰ τὰς ἐκλογάς. bbox=[1072, 592, 1229, 729]
press-label: ΕΦΗΜΕΡΙΔΕΣ bbox=[357, 819, 706, 836]
communique-col1-text: Οἱ Γάλλοι μετὰ τῶν συμμάχων συμπληρώσαντες τὰς ἐπιτυχίας των ἐπὶ τοῦ μετώπου Ρὲνς-Σουασσόν, ἐξηκολούθουν τὴν κατοχὴν τῆς γραμμῆς τοῦ Βὲλ καὶ διαβάντες τοῦτον εἰς διάφορα σημεῖα ἐγκατέστησαν προγεφυρώματα ἐπὶ τῆς β. ὄχθης τοῦ ποταμοῦ. Μετὰ 2ωρον ἡμερῶν πεισματώδη τὸ θέατρον τοῦ ἀγῶνος τῆς τοῦ ποταμοῦ μὲν ἐξεδρομήσαμεν τὴν παρὰ τὸ Ναῦλοι τῆς Συμμαχίας πίεσιν καὶ τὸν φόβον τῶν ἐπιβαρυνθέντων ἐπιθέσεων τοῦ Μάρν, εὑρεθέντες εἰς τὸ ὑπόλοιπον καὶ τὴν τελευταίαν ἀπόλεσιν προελάσεως ἐξεδίσουν τὴν Δ. Σύξην τοῦ Ἄβρ καὶ τοῦ ἀπὸ Μοντιντιὲ εἰς Περόνν παρατηρήσειν του, ἐπὶ μήκους 16 χιλιομέτρων. bbox=[357, 209, 586, 503]
tailor-addr: 34—ΣΤΑΔΙΟΥ—34 bbox=[107, 1033, 281, 1053]
retail-wholesale: ΛΙΑΝΙΚΩΣ-ΧΟΝΔΡΙΚΩΣ bbox=[87, 1244, 301, 1263]
last-hour-col-1 bbox=[1072, 1017, 1229, 2219]
elections-body2: συλλέγουν καὶ οἱ ψῆφοι ὅλων τῶν στρατιωτῶν καὶ ναυτῶν. Εἰς τὰς ἐκλογὰς ταύτας θὰ ψηφίσουν καὶ αἱ γυναῖκες διὰ πρώτην φοράν. bbox=[1235, 592, 1392, 674]
press-p3: (Ἀπὸ τὴν «Ἡμερησίαν Ἐφημερίδα») Ἡ Γερμανικὴ ἡγεσία εὑρίσκεται εἰς δύσκολον θέσιν ἔναντι τῆς νέας ἐπιθέσεως. Αἱ ἀπώλειαι αὐτῆς εἶναι τεράστιαι καὶ αἱ ἐφεδρεῖαι ἐξαντλοῦνται. Τὸ μέλλον εἶναι ζοφερὸν διὰ τὴν Γερμανίαν. bbox=[357, 1007, 706, 1062]
press-signature: Θ. ΒΟΛΦ bbox=[647, 1065, 706, 1079]
ad-shipping bbox=[41, 124, 347, 397]
communique-col3-end: Ἡ σήμερον ἀναγγελθεῖσα εἰς τὴν περιοχὴν τοῦ Λαὸν Γερμανικὴ ἀντεπίθεσις προσεδοκᾶτο, διότι ἦτο ἐπιτακτικὴ ἀνάγκη διὰ τὸν Γερμανὸν νὰ ἐκτελέσῃ ἀντεπιθέσεις διὰ νὰ σώσῃ τὰς ἀρχὰς τῶν ἐπιχειρήσεων. bbox=[833, 391, 1062, 494]
elections-title: ΠΟΤΕ ΘΑ ΓΙΝΟΥΝ ΒΥΖΕΥΤΙΚΑΙ ΕΚΛΟΓΑΙ ΕΝ ΑΓΓΛΙΑ bbox=[1076, 563, 1388, 592]
wines-price: 1.20 Η ΟΚΑ bbox=[135, 1510, 253, 1530]
ad1-agent: ΕΥΑΓ. Α. ΝΙΚΟΛΑΪΔΗ bbox=[112, 353, 276, 369]
foch-aim-title: ΠΟΙΟΣ Ο ΚΥΡΙΩΤΕΡΟΣ ΣΚΟΠΟΣ ΤΟΥ ΦΟΣ bbox=[1081, 376, 1383, 408]
clemenceau-sub: ΠΑΡΑΚΟΛΟΥΘΕΙ ΤΗΝ ΕΠΙΘΕΣΙΝ bbox=[1080, 1035, 1221, 1063]
retsinato-price: Δρ. 1.10 bbox=[247, 1197, 347, 1220]
tires-pre: Παρελάβαμεν bbox=[41, 1290, 121, 1304]
strikes-title: ΝΕΑΙ ΑΠΕΡΓΙΑΙ ΕΝ ΓΕΡΜΑΝΙΑ bbox=[1250, 1151, 1379, 1178]
dispute-sub: Η ΙΣΠΑΝΟΓΕΡΜΑΝΙΚΗ ΔΙΑΦΟΡΑ bbox=[1242, 1327, 1386, 1353]
doctor-body: δέχεται μόνον 11—12 π.μ. εἰς τὸ γραφεῖον του (Σταδίου 45) τοὺς πάσχοντας ἐκ νευρικῶν ἢ ψυχικῶν νόσων, ὡς καὶ τοὺς ἐπιθυμοῦντας νὰ λάβωσι ὁδηγίας ἢ ἐκείνους οἵτινες ἔχουσι ἄλλο. bbox=[41, 1579, 347, 1634]
book-announce: ΕΞΕΔΟΘΗ bbox=[41, 1066, 120, 1082]
congrats-sub: ΤΟΥ ΠΟΥΑΝΚΑΡΕ ΠΡΟΣ ΣΤΡΑΤΗΓΟΥΣ bbox=[1076, 1936, 1225, 1961]
press-h1: ΔΕΝ ΥΠΑΡΧΕΙ ΕΛΠΙΣ bbox=[461, 839, 602, 853]
greek-communique-body: ΘΕΣΣΑΛΟΝΙΚΗ, 30 Ἰουλίου. (Ραδ.)—Μέτωπον Ἀξιοῦ: Συνεβη ζωηρὰ δραστηριότης τοῦ πυροβολικοῦ ἑκατέρωθεν. Τὸ ἡμέτερον πυροβολικὸν διεσκόρπισεν ἐχθρικὰς ὁμάδας. Μετὰ δραστηρίαν προπαρασκευὴν ἐκ τῶν ἡμετέρων εἰσβολῶν ἀπεκρούσθη ἐχθρικὴ προσπάθεια. bbox=[713, 896, 884, 1061]
page-header bbox=[39, 90, 1392, 122]
ad1-ship-name: „CULLERA" bbox=[93, 219, 295, 253]
maximalists-body: ΒΕΡΝΗ, 30 Ἰουλίου (Ιδιαίτ. τηλ. «Ριζοσπάστου»).—Τηλεγραφοῦν ἐκ Στοκχόλμης, ὅτι ἡ μαξιμαλιστικὴ ἐφημερὶς «Ἡ Θέλησις» γράφει ὅτι ἡ ἰαπωνικὴ ἐπέμβασις εἰς τὴν Σιβηρίαν δὲν εἶναι ἄλλο τι ἢ τελεία κατάκτησις τῆς χώρας. bbox=[1072, 780, 1229, 986]
reprisals-title: ΑΓΓΛΙΚΑ ΑΝΤΙΠΟΙΝΑ bbox=[459, 1477, 604, 1491]
retsinato-label: ΡΕΤΣΙΝΑΤΟ bbox=[41, 1197, 173, 1220]
bombing-sub: ΤΟΥ ΔΥΡΡΑΧΙΟΥ ΚΑΙ ΚΑΤΤΑΡΟΥ bbox=[1087, 2066, 1214, 2092]
communique-col3-text: πολλὰς δευτερευούσας σιδηροδρομικὰς γραμμάς, περιάγοντες εἰς κίνδυνον ἅπασαν τὴν ὁδὸν Μοντινδιὲ-Παρόν, ἀπομονοῦντες τὴν ἐντεῦθεν συγκοινωνίαν τῆς γραμμῆς Περὸν - Χὰμ - Γκυζκὰρ - Νουαγιὸν καὶ τὰ πέραν τῆς γραμμῆς ταύτης. Τὸ ἀποτέλεσμα τοῦτο εἶναι ἡ ἐπιστροφὴ τῆς Γερμανικῆς προσπαθείας ὑπὸ τῶν Συμμάχων. bbox=[833, 209, 1062, 371]
ad1-office: ΓΡΑΦΕΙΑ ΕΠΙΧΕΙΡΗΣΕΩΣ ΑΤΜΟΠΛΟΪΑΣ bbox=[65, 187, 323, 201]
doctor-title: Ο κ. ΒΛΑΒΙΑΝΟΣ bbox=[101, 1558, 287, 1579]
foch-aim-body: ΛΟΝΔΙΝΟΝ, 30 Ἰουλίου. (Α.Π.)—Ὁ κύριος σκοπὸς τοῦ στρατηγοῦ Φὸς εἶναι ἡ διάλυσις τῶν ἐχθρικῶν στρατιῶν. Ἡ στρατηγικὴ αὐτοῦ βασίζεται ἐπὶ τῆς ἐξαντλήσεως τῶν ἐφεδρειῶν τοῦ ἐχθροῦ καὶ τῆς ἀπελευθερώσεως τῶν κατεχομένων ἐδαφῶν. bbox=[1072, 408, 1229, 545]
aretsinoto-price: » 1.20 bbox=[272, 1220, 347, 1244]
departure-body: Ἀνεχώρησεν διὰ τὸ Παρίσι ὁ κ. Ἀργυρόπουλος, ὑπουργὸς τῶν Ναυτικῶν, μετὰ τῶν συνεργατῶν του. Ὁ κ. Ἀργυρόπουλος θὰ ἀντιπροσωπεύσῃ τὴν Ἑλλάδα εἰς τὸ συνέδριον. bbox=[892, 1651, 1062, 1747]
wines-sub: Γνήσιοι ἐκ σταφυλῆς bbox=[132, 1424, 256, 1438]
masthead: „ΡΙΖΟΣΠΑΣΤΗΣ„ bbox=[549, 90, 749, 114]
tires-company: ΘΕΟΔΩΡΙΔΗΣ ΚΑΙ ΣΙΑ bbox=[80, 1352, 308, 1372]
therapy-title: ΝΕΑΘΕΡΑΠΕΙΑΙ bbox=[106, 815, 282, 838]
wines-line1: ΗΓΓΥΗΜΕΝΟΙ-ΤΟΝΩΤΙΚΟΙ bbox=[88, 1438, 300, 1454]
tailor-name: ΑΔΕΛΦΩΝ Δ. ΔΙΑΚΟΥ bbox=[88, 1000, 300, 1019]
charcoal-title: ΑΙ ΤΙΜΑΙ ΤΩΝ ΞΥΛΑΝΘΡΑΚΩΝ bbox=[924, 1187, 1030, 1214]
dispute-title: ΟΞΥΝΕΤΑΙ bbox=[1266, 1309, 1362, 1327]
maximalist-telegram-title: ΜΑΞΙΜΑΛΙΣΤΙΚΟΝ bbox=[1239, 1665, 1390, 1681]
foch-honor-body: ΠΑΡΙΣΙΟΙ, 30 Ἰουλίου. (Τηλ.)—Ὁ Φὸς ἐτιμήθη διὰ τοῦ μεγαλοσταύρου τῆς Λεγεῶνος τῆς Τιμῆς ἐπὶ τῇ ἐπιτυχίᾳ τῆς ἐπιθέσεως. bbox=[1072, 1193, 1229, 1262]
communique-col-1 bbox=[357, 209, 585, 586]
ad-wine-retsina bbox=[41, 1197, 347, 1276]
bombing-title: ΒΟΜΒΑΡΔΙΣΜΟΣ bbox=[1072, 2048, 1229, 2066]
purses-body: χρυσαῖ, ἀργυραῖ, μεταλλικαί, παραλαμβάνουν ταχέως ἐπισκευὰς κτλ. bbox=[61, 673, 327, 701]
war-fronts-col-1 bbox=[713, 863, 884, 2327]
proclamation-title: ΠΡΟΚΗΡΥΞΙΣ ΡΩΣΣΩΝ ΣΟΣΙΑΛΙΣΤΩΝ bbox=[1074, 1368, 1227, 1396]
aviation-body: ΘΕΣΣΑΛΟΝΙΚΗ, 30 Ἰουλίου. (Τηλ.)—Κατὰ πληροφορίας ἐπιστήμων ἐκ τοῦ Αἰγαίου ἐπιχειροῦνται πτήσεις ἀεροπλάνων. Ἐν τῇ Θεσσαλονίκῃ ἤρχισεν ἡ ὀργάνωσις τῆς ἀεροπορικῆς ὑπηρεσίας. bbox=[892, 2213, 1062, 2323]
left-ads-column bbox=[41, 124, 347, 1809]
school-body: Εἶναι τὰ τῆς ΕΛΛΗΝΟΓΑΛΛΙΚΗΣ ΣΧΟΛΗΣ ΑΘΗΝΩΝ ἔναντι τοῦ ἄνω κηπίου κατὰ τὴν περιοχὴν 8 μέτ. τετρ. ἐκτάσεως, μὲ εὐρείας αὐλάς, μὲ κήπους καὶ εὐάερα, μὲ ὑποστεγάσματα γυμναστηρίων, μὲ ἐξαίρετον ἐκπαιδευτικόν. Οἰκοτροφεῖα ἐπὶ τοῦτο ἀνεγερθέντα καθ' ὅλους τοὺς κανόνας τῆς σχολικῆς ὑγιεινῆς, μὲ εὐρυχώρους κοιτῶνας, μὲ εὐρυχώρους αἰθούσας, ὅλα μὲ ὑδραυλικὰς ἐγκαταστάσεις καὶ τελευταίας ἀνέσεις. bbox=[41, 459, 347, 582]
press-h3: ΘΛΙΒΕΡΑΙ ΣΚΕΨΕΙΣ bbox=[465, 990, 598, 1004]
wines-line2: ΕΥΓΕΥΣΤΟΙ, ΑΡΩΜΑΤΩΔΕΙΣ bbox=[85, 1454, 303, 1469]
press-p2: (Ἀπὸ τὴν «Ἔγνω τῆς Φοτογραφάφου») Ἡ ἐπίθεσις τοῦ στρατηγοῦ Φὸς ἔχει ὡς σκοπὸν τὴν ἐκμηδένισιν ὅλων τῶν Γερμανικῶν ἐφεδρειῶν καὶ τὴν ἀπελευθέρωσιν τῶν κατεχομένων ἐδαφῶν. bbox=[357, 931, 706, 986]
